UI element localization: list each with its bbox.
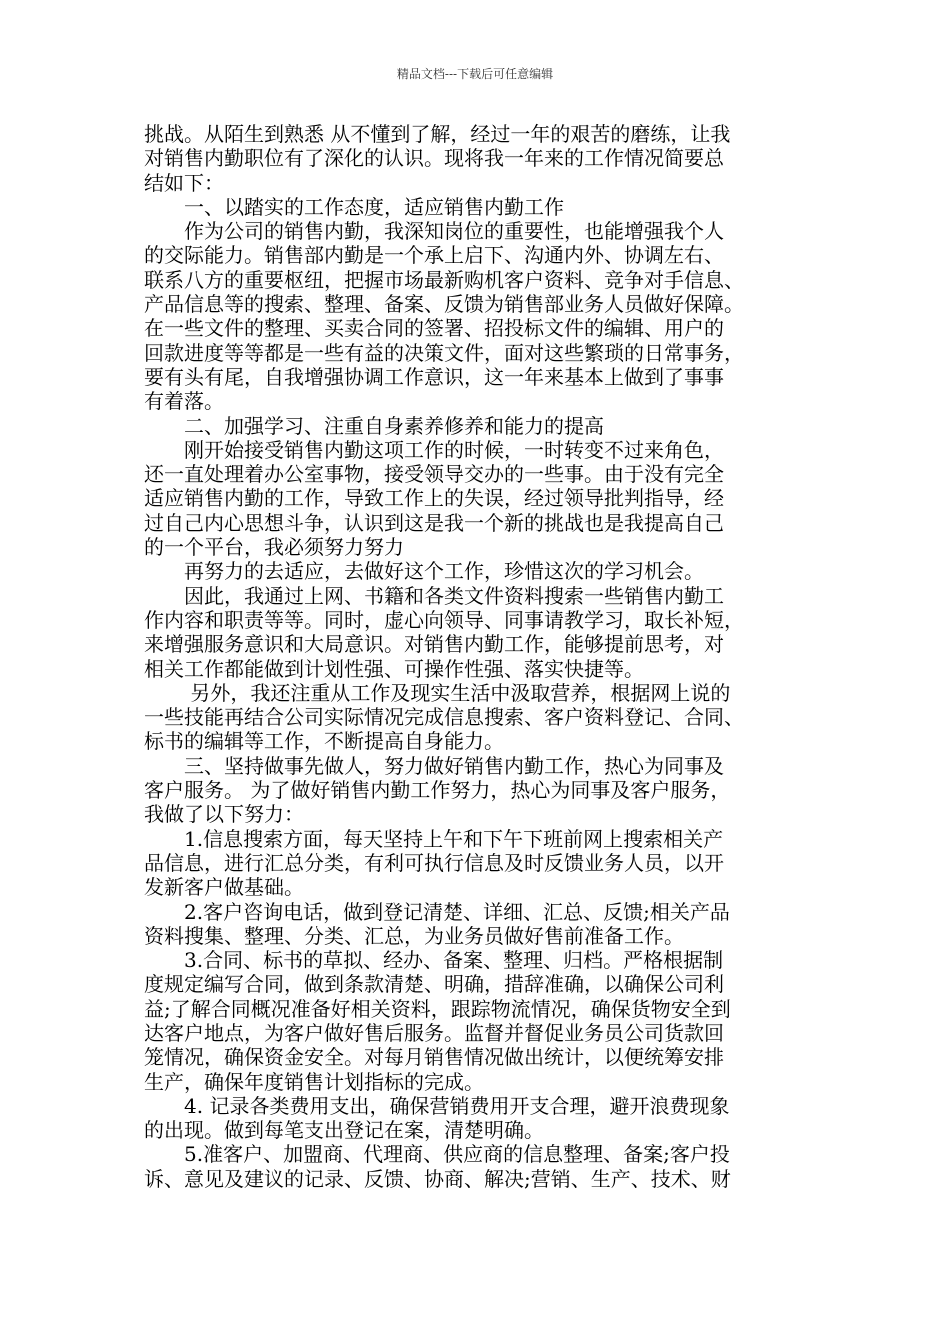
text-line: 二、加强学习、注重自身素养修养和能力的提高	[144, 413, 604, 438]
text-line: 生产，确保年度销售计划指标的完成。	[144, 1069, 484, 1094]
text-line: 过自己内心思想斗争，认识到这是我一个新的挑战也是我提高自己	[144, 510, 724, 535]
text-line: 要有头有尾，自我增强协调工作意识，这一年来基本上做到了事事	[144, 364, 724, 389]
text-line: 联系八方的重要枢纽，把握市场最新购机客户资料、竞争对手信息、	[144, 267, 744, 292]
text-line: 相关工作都能做到计划性强、可操作性强、落实快捷等。	[144, 656, 644, 681]
text-line: 的出现。做到每笔支出登记在案，清楚明确。	[144, 1118, 544, 1143]
text-line: 一、以踏实的工作态度，适应销售内勤工作	[144, 194, 564, 219]
text-line: 再努力的去适应，去做好这个工作，珍惜这次的学习机会。	[144, 559, 704, 584]
text-line: 达客户地点，为客户做好售后服务。监督并督促业务员公司货款回	[144, 1020, 724, 1045]
text-line: 还一直处理着办公室事物，接受领导交办的一些事。由于没有完全	[144, 462, 724, 487]
text-line: 3.合同、标书的草拟、经办、备案、整理、归档。严格根据制	[144, 948, 724, 973]
text-line: 的交际能力。销售部内勤是一个承上启下、沟通内外、协调左右、	[144, 243, 724, 268]
page-header: 精品文档---下载后可任意编辑	[396, 67, 554, 81]
text-line: 益;了解合同概况准备好相关资料，跟踪物流情况，确保货物安全到	[144, 996, 731, 1021]
text-line: 适应销售内勤的工作，导致工作上的失误，经过领导批判指导，经	[144, 486, 724, 511]
text-line: 5.准客户、加盟商、代理商、供应商的信息整理、备案;客户投	[144, 1142, 730, 1167]
text-line: 诉、意见及建议的记录、反馈、协商、解决;营销、生产、技术、财	[144, 1166, 731, 1191]
text-line: 有着落。	[144, 389, 224, 414]
text-line: 产品信息等的搜索、整理、备案、反馈为销售部业务人员做好保障。	[144, 292, 744, 317]
text-line: 客户服务。 为了做好销售内勤工作努力，热心为同事及客户服务，	[144, 778, 731, 803]
text-line: 我做了以下努力：	[144, 802, 304, 827]
text-line: 结如下：	[144, 170, 224, 195]
text-line: 回款进度等等都是一些有益的决策文件，面对这些繁琐的日常事务，	[144, 340, 744, 365]
text-line: 另外，我还注重从工作及现实生活中汲取营养，根据网上说的	[144, 680, 731, 705]
text-line: 品信息，进行汇总分类，有利可执行信息及时反馈业务人员，以开	[144, 850, 724, 875]
text-line: 作为公司的销售内勤，我深知岗位的重要性，也能增强我个人	[144, 219, 724, 244]
text-line: 发新客户做基础。	[144, 875, 304, 900]
document-body	[144, 122, 820, 1191]
text-line: 三、坚持做事先做人，努力做好销售内勤工作，热心为同事及	[144, 753, 724, 778]
text-line: 一些技能再结合公司实际情况完成信息搜索、客户资料登记、合同、	[144, 705, 744, 730]
text-line: 的一个平台，我必须努力努力	[144, 535, 404, 560]
text-line: 度规定编写合同，做到条款清楚、明确，措辞准确，以确保公司利	[144, 972, 724, 997]
text-line: 挑战。从陌生到熟悉 从不懂到了解，经过一年的艰苦的磨练，让我	[144, 122, 731, 146]
text-line: 资料搜集、整理、分类、汇总，为业务员做好售前准备工作。	[144, 923, 684, 948]
text-line: 标书的编辑等工作，不断提高自身能力。	[144, 729, 504, 754]
text-line: 作内容和职责等等。同时，虚心向领导、同事请教学习，取长补短，	[144, 607, 744, 632]
text-line: 来增强服务意识和大局意识。对销售内勤工作，能够提前思考，对	[144, 632, 724, 657]
text-line: 因此，我通过上网、书籍和各类文件资料搜索一些销售内勤工	[144, 583, 724, 608]
text-line: 4. 记录各类费用支出，确保营销费用开支合理，避开浪费现象	[144, 1093, 730, 1118]
text-line: 2.客户咨询电话，做到登记清楚、详细、汇总、反馈;相关产品	[144, 899, 730, 924]
text-line: 刚开始接受销售内勤这项工作的时候，一时转变不过来角色，	[144, 437, 724, 462]
text-line: 对销售内勤职位有了深化的认识。现将我一年来的工作情况简要总	[144, 146, 724, 171]
text-line: 1.信息搜索方面，每天坚持上午和下午下班前网上搜索相关产	[144, 826, 724, 851]
text-line: 笼情况，确保资金安全。对每月销售情况做出统计，以便统筹安排	[144, 1045, 724, 1070]
text-line: 在一些文件的整理、买卖合同的签署、招投标文件的编辑、用户的	[144, 316, 724, 341]
